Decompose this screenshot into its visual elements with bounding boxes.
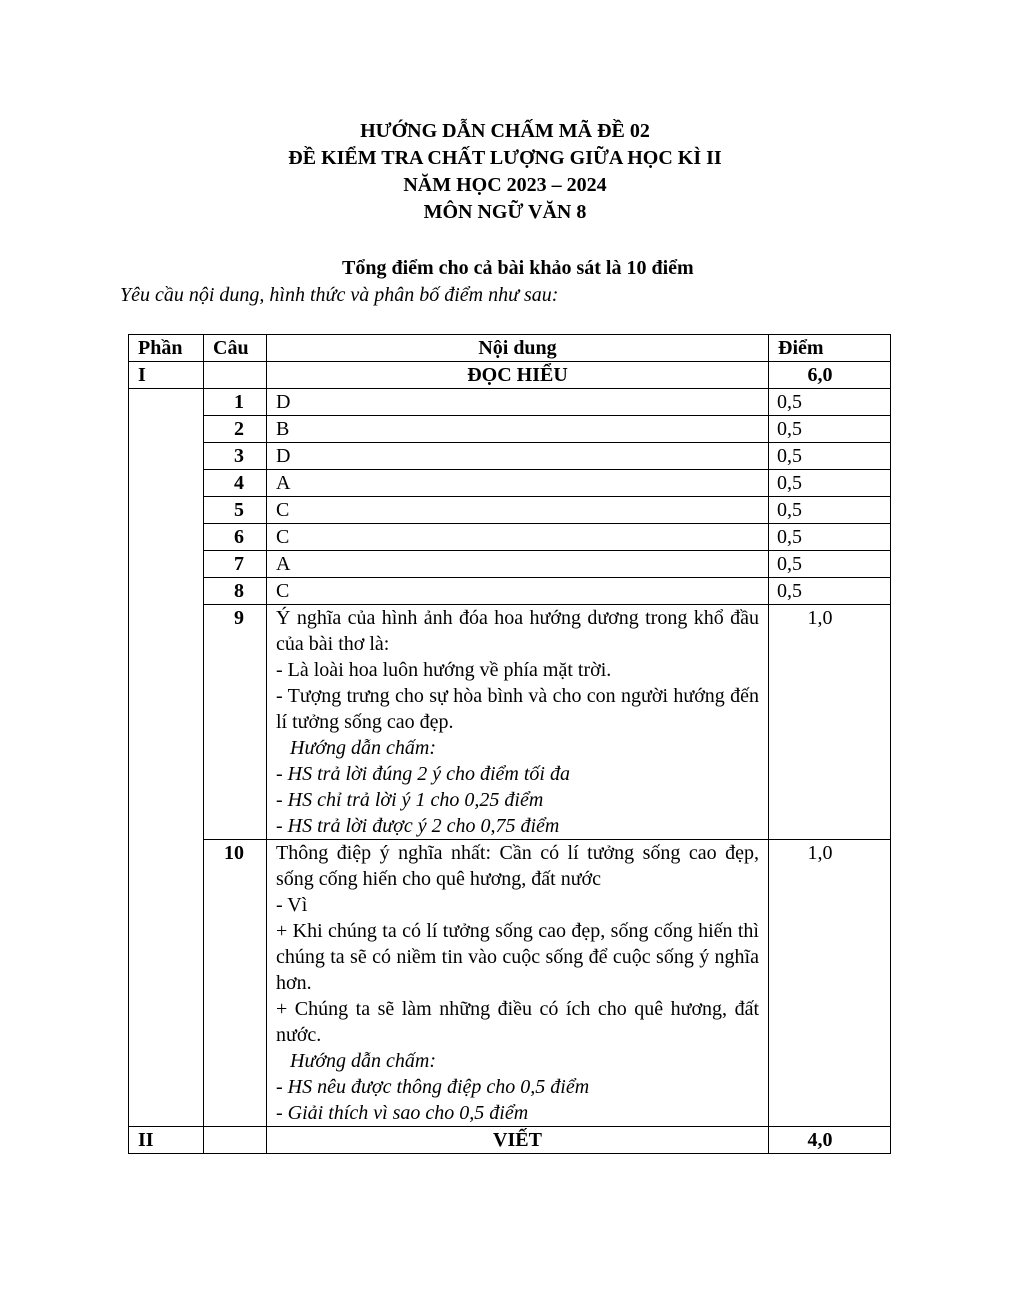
- q9-content: [267, 605, 769, 840]
- grading-table: [128, 334, 891, 1154]
- requirement-note: Yêu cầu nội dung, hình thức và phân bố điểm như sau:: [120, 284, 559, 306]
- section-title: ĐỌC HIỂU: [267, 362, 769, 389]
- table-row: [129, 497, 891, 524]
- header-title: HƯỚNG DẪN CHẤM MÃ ĐỀ 02: [360, 120, 650, 142]
- table-row: [129, 443, 891, 470]
- question-number: 9: [204, 605, 267, 840]
- score-cell: 0,5: [769, 443, 891, 470]
- answer-cell: C: [267, 578, 769, 605]
- section-row-reading: [129, 362, 891, 389]
- question-number: 2: [204, 416, 267, 443]
- q9-guide-1: - HS trả lời đúng 2 ý cho điểm tối đa: [276, 763, 570, 785]
- score-cell: 0,5: [769, 578, 891, 605]
- q9-intro: Ý nghĩa của hình ảnh đóa hoa hướng dương trong khổ đầu của bài thơ là:: [276, 607, 759, 655]
- section-score: 4,0: [769, 1127, 891, 1154]
- table-row: [129, 416, 891, 443]
- q9-point-1: - Là loài hoa luôn hướng về phía mặt trời.: [276, 659, 612, 681]
- question-number: 8: [204, 578, 267, 605]
- column-header-score: Điểm: [769, 335, 891, 362]
- question-number: 1: [204, 389, 267, 416]
- answer-cell: D: [267, 443, 769, 470]
- question-number: 5: [204, 497, 267, 524]
- question-number: 4: [204, 470, 267, 497]
- q10-content: [267, 840, 769, 1127]
- total-score-note: Tổng điểm cho cả bài khảo sát là 10 điểm: [342, 257, 694, 279]
- table-row: [129, 389, 891, 416]
- answer-cell: D: [267, 389, 769, 416]
- column-header-content: Nội dung: [267, 335, 769, 362]
- score-cell: 0,5: [769, 470, 891, 497]
- q10-guide-1: - HS nêu được thông điệp cho 0,5 điểm: [276, 1076, 590, 1098]
- q9-guide-title: Hướng dẫn chấm:: [290, 737, 437, 759]
- score-cell: 0,5: [769, 497, 891, 524]
- table-row: [129, 524, 891, 551]
- document-header: [0, 118, 1010, 226]
- answer-cell: A: [267, 551, 769, 578]
- score-cell: 0,5: [769, 524, 891, 551]
- section-score: 6,0: [769, 362, 891, 389]
- column-header-question: Câu: [204, 335, 267, 362]
- q10-reason-1: + Khi chúng ta có lí tưởng sống cao đẹp, sống cống hiến thì chúng ta sẽ có niềm tin vào cuộc sống để cuộc sống ý nghĩa hơn.: [276, 920, 759, 994]
- question-number: 6: [204, 524, 267, 551]
- score-cell: 1,0: [769, 605, 891, 840]
- q10-because: - Vì: [276, 894, 308, 916]
- table-row: [129, 551, 891, 578]
- header-subject: MÔN NGỮ VĂN 8: [423, 201, 587, 223]
- header-exam-name: ĐỀ KIỂM TRA CHẤT LƯỢNG GIỮA HỌC KÌ II: [288, 147, 722, 169]
- score-cell: 1,0: [769, 840, 891, 1127]
- table-header-row: [129, 335, 891, 362]
- section-row-writing: [129, 1127, 891, 1154]
- question-number: 3: [204, 443, 267, 470]
- answer-cell: A: [267, 470, 769, 497]
- q10-guide-title: Hướng dẫn chấm:: [290, 1050, 437, 1072]
- score-cell: 0,5: [769, 389, 891, 416]
- header-school-year: NĂM HỌC 2023 – 2024: [403, 174, 607, 196]
- answer-cell: B: [267, 416, 769, 443]
- section-part: I: [129, 362, 204, 389]
- section-part: II: [129, 1127, 204, 1154]
- table-row-q9: [129, 605, 891, 840]
- q10-guide-2: - Giải thích vì sao cho 0,5 điểm: [276, 1102, 529, 1124]
- section-title: VIẾT: [267, 1127, 769, 1154]
- question-number: 7: [204, 551, 267, 578]
- table-row-q10: [129, 840, 891, 1127]
- q9-guide-2: - HS chỉ trả lời ý 1 cho 0,25 điểm: [276, 789, 544, 811]
- q9-guide-3: - HS trả lời được ý 2 cho 0,75 điểm: [276, 815, 560, 837]
- column-header-part: Phần: [129, 335, 204, 362]
- score-cell: 0,5: [769, 416, 891, 443]
- question-number: 10: [204, 840, 267, 1127]
- answer-cell: C: [267, 524, 769, 551]
- table-row: [129, 470, 891, 497]
- q10-reason-2: + Chúng ta sẽ làm những điều có ích cho quê hương, đất nước.: [276, 998, 759, 1046]
- q9-point-2: - Tượng trưng cho sự hòa bình và cho con người hướng đến lí tưởng sống cao đẹp.: [276, 685, 759, 733]
- table-row: [129, 578, 891, 605]
- score-cell: 0,5: [769, 551, 891, 578]
- q10-intro: Thông điệp ý nghĩa nhất: Cần có lí tưởng sống cao đẹp, sống cống hiến cho quê hương, đất nước: [276, 842, 759, 890]
- answer-cell: C: [267, 497, 769, 524]
